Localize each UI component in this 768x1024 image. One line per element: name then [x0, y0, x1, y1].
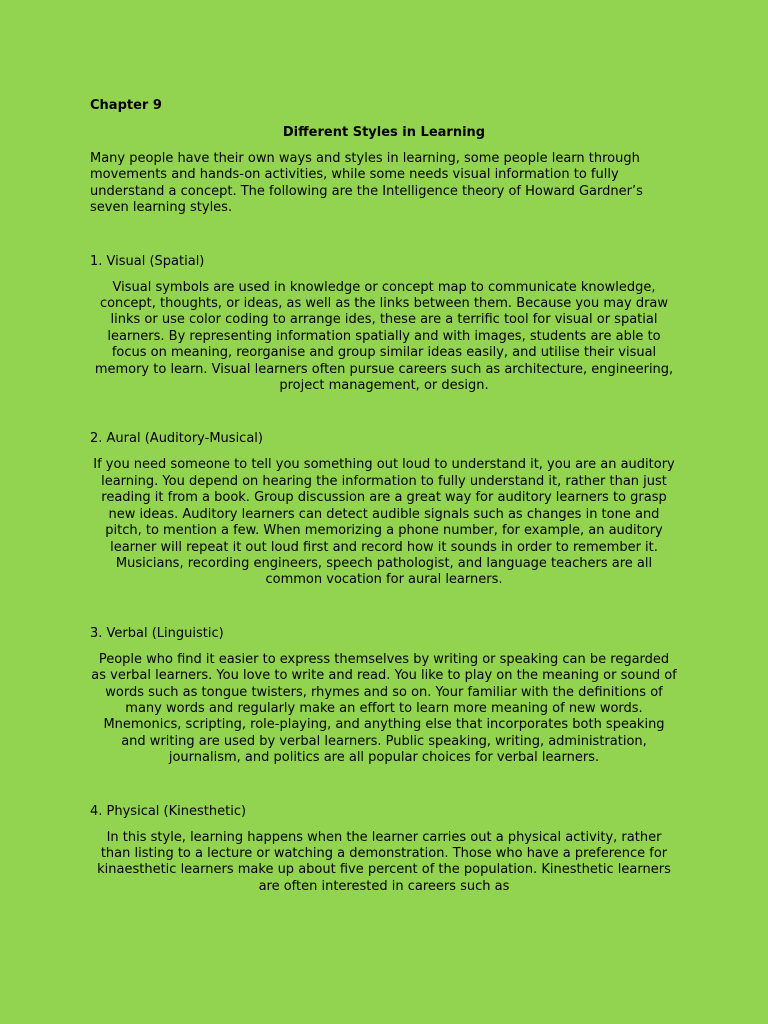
section-heading: 2. Aural (Auditory-Musical)	[90, 431, 263, 447]
section-heading: 1. Visual (Spatial)	[90, 253, 205, 269]
section-visual	[90, 253, 678, 395]
page-title: Different Styles in Learning	[282, 125, 486, 140]
section-heading: 3. Verbal (Linguistic)	[90, 625, 224, 641]
section-body: If you need someone to tell you something out loud to understand it, you are an auditory learning. You depend on hearing the information to fully understand it, rather than just reading it from a book. Group discussion are a great way for auditory learners to grasp new ideas. Auditory learners can detect audible signals such as changes in tone and pitch, to mention a few. When memorizing a phone number, for example, an auditory learner will repeat it out loud first and record how it sounds in order to remember it. Musicians, recording engineers, speech pathologist, and language teachers are all common vocation for aural learners.	[93, 457, 675, 588]
section-heading: 4. Physical (Kinesthetic)	[90, 803, 247, 819]
section-body: In this style, learning happens when the learner carries out a physical activity, rather than listing to a lecture or watching a demonstration. Those who have a preference for kinaesthetic learners make up about five percent of the population. Kinesthetic learners are often interested in careers such as	[97, 829, 671, 894]
chapter-label: Chapter 9	[90, 98, 162, 113]
section-aural	[90, 430, 678, 588]
section-body: People who find it easier to express themselves by writing or speaking can be regarded as verbal learners. You love to write and read. You like to play on the meaning or sound of words such as tongue twisters, rhymes and so on. Your familiar with the definitions of many words and regularly make an effort to learn more meaning of new words. Mnemonics, scripting, role-playing, and anything else that incorporates both speaking and writing are used by verbal learners. Public speaking, writing, administration, journalism, and politics are all popular choices for verbal learners.	[91, 651, 677, 766]
intro-paragraph: Many people have their own ways and styles in learning, some people learn through movements and hands-on activities, while some needs visual information to fully understand a concept. The following are the Intelligence theory of Howard Gardner’s seven learning styles.	[90, 151, 643, 216]
section-body: Visual symbols are used in knowledge or concept map to communicate knowledge, concept, thoughts, or ideas, as well as the links between them. Because you may draw links or use color coding to arrange ides, these are a terrific tool for visual or spatial learners. By representing information spatially and with images, students are able to focus on meaning, reorganise and group similar ideas easily, and utilise their visual memory to learn. Visual learners often pursue careers such as architecture, engineering, project management, or design.	[94, 279, 674, 394]
section-physical	[90, 803, 678, 896]
section-verbal	[90, 625, 678, 767]
